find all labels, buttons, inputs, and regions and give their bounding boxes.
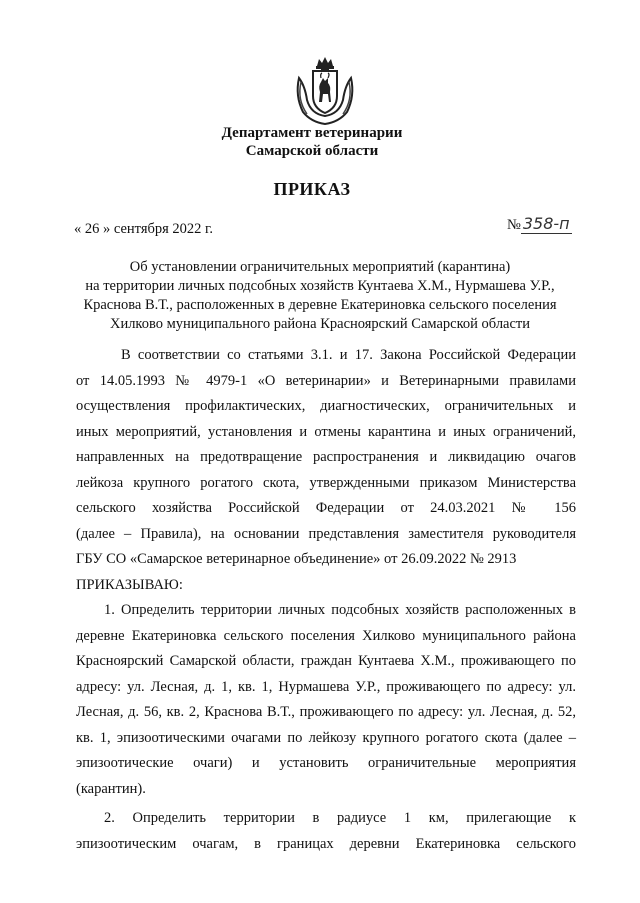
item-1-line: деревне Екатериновка сельского поселения Хилково муниципального района — [76, 627, 576, 644]
preamble-line: (далее – Правила), на основании представления заместителя руководителя — [76, 525, 576, 542]
decree-word: ПРИКАЗЫВАЮ: — [76, 576, 183, 593]
department-name-line2: Самарской области — [245, 143, 379, 159]
item-1-line: (карантин). — [76, 780, 146, 797]
item-1-line: эпизоотические очаги) и установить ограничительные мероприятия — [76, 755, 576, 771]
item-1-line: кв. 1, эпизоотическими очагами по лейкозу крупного рогатого скота (далее – — [76, 729, 576, 746]
order-body — [76, 343, 576, 857]
item-2-line: 2. Определить территории в радиусе 1 км, прилегающие к — [104, 810, 576, 826]
item-1-line: 1. Определить территории личных подсобных хозяйств расположенных в — [104, 602, 576, 618]
subject-line: Краснова В.Т., расположенных в деревне Екатериновка сельского поселения — [83, 297, 557, 313]
order-title: ПРИКАЗ — [273, 179, 351, 199]
subject-line: Хилково муниципального района Красноярский Самарской области — [109, 316, 531, 332]
preamble-line: сельского хозяйства Российской Федерации от 24.03.2021 № 156 — [76, 500, 576, 516]
item-2-line: эпизоотическим очагам, в границах деревни Екатериновка сельского — [76, 835, 576, 852]
preamble-line: ГБУ СО «Самарское ветеринарное объединение» от 26.09.2022 № 2913 — [76, 551, 517, 567]
item-1-line: Лесная, д. 56, кв. 2, Краснова В.Т., проживающего по адресу: ул. Лесная, д. 52, — [76, 704, 576, 720]
order-number-value: 358-п — [522, 214, 570, 233]
preamble-line: лейкоза крупного рогатого скота, утвержденными приказом Министерства — [76, 474, 576, 491]
samara-coat-of-arms-icon — [293, 56, 357, 126]
order-date: « 26 » сентября 2022 г. — [74, 221, 213, 237]
item-1-paragraph — [76, 598, 576, 802]
preamble-line: В соответствии со статьями 3.1. и 17. Закона Российской Федерации — [121, 347, 576, 363]
department-name-line1: Департамент ветеринарии — [221, 125, 403, 141]
preamble-line: иных мероприятий, установления и отмены карантина и иных ограничений, — [76, 423, 576, 440]
preamble-paragraph — [76, 343, 576, 598]
order-subject — [70, 258, 570, 334]
preamble-line: направленных на предотвращение распространения и ликвидацию очагов — [76, 449, 576, 465]
preamble-line: осуществления профилактических, диагностических, ограничительных и — [76, 398, 576, 414]
subject-line: на территории личных подсобных хозяйств Кунтаева Х.М., Нурмашева У.Р., — [85, 278, 555, 294]
item-2-paragraph — [76, 806, 576, 857]
preamble-line: от 14.05.1993 № 4979-1 «О ветеринарии» и Ветеринарными правилами — [76, 372, 576, 389]
order-number-label: № — [507, 217, 521, 233]
item-1-line: Красноярский Самарской области, граждан Кунтаева Х.М., проживающего по — [76, 653, 576, 669]
item-1-line: адресу: ул. Лесная, д. 1, кв. 1, Нурмашева У.Р., проживающего по адресу: ул. — [76, 678, 576, 695]
subject-line: Об установлении ограничительных мероприятий (карантина) — [129, 259, 511, 275]
order-number — [507, 214, 572, 234]
